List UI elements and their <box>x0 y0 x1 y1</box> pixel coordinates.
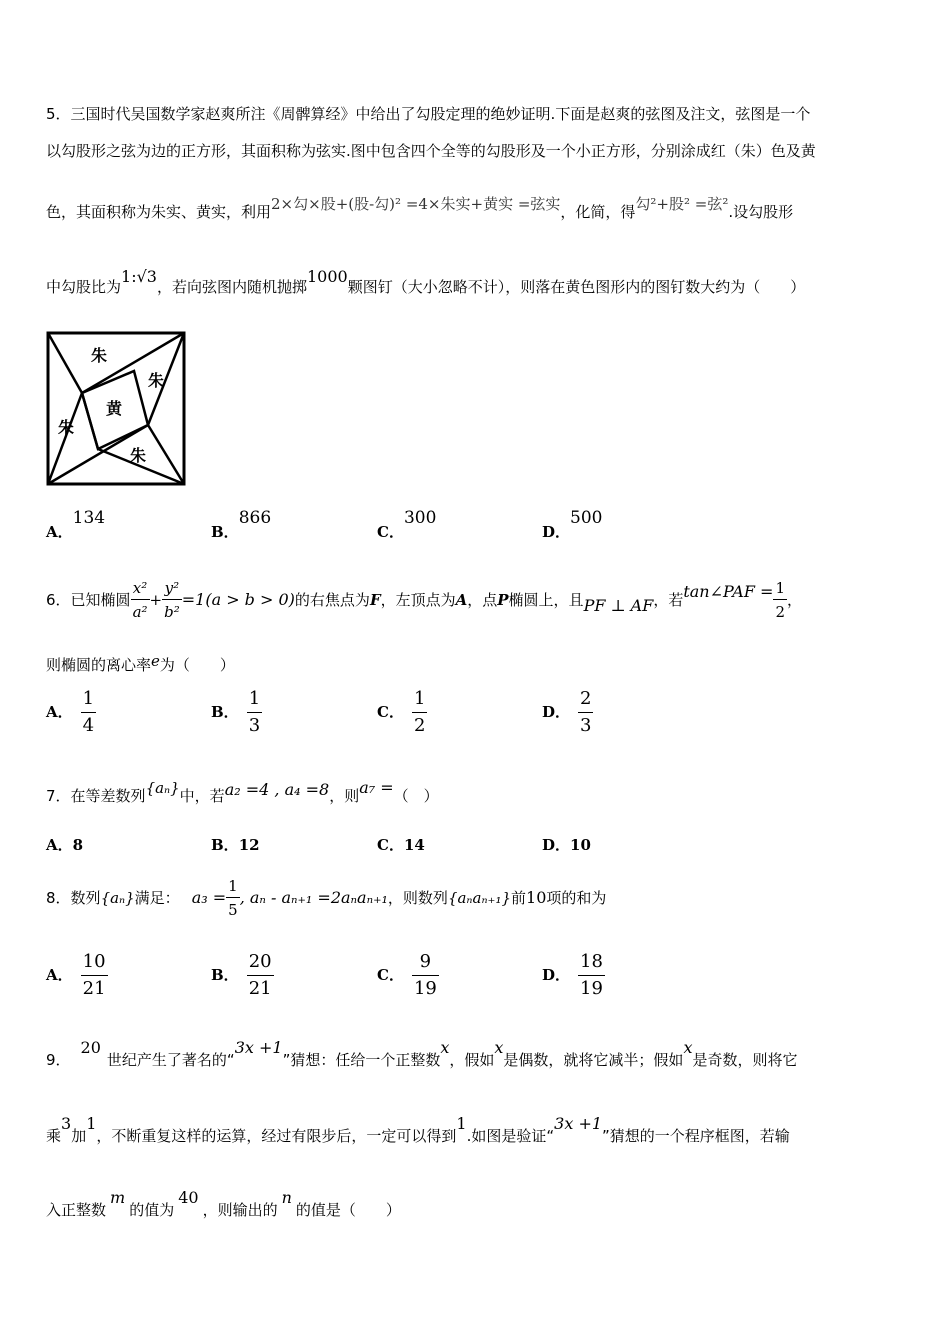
frac-num: 2 <box>578 686 593 713</box>
q9-t4: 是偶数，就将它减半；假如 <box>503 1051 684 1069</box>
q7-text-d: （ ） <box>393 787 439 805</box>
q5-line-3 <box>46 195 794 222</box>
q7-cond: a₂ =4 , a₄ =8 <box>224 780 330 799</box>
option-label: C． <box>377 836 404 854</box>
q7-ask: a₇ = <box>359 778 394 797</box>
q7-option-c[interactable] <box>377 834 425 855</box>
frac-num: 18 <box>578 949 605 976</box>
q5-text-3b: ，化简，得 <box>560 203 636 221</box>
frac-num: 1 <box>81 686 96 713</box>
q5-text-4b: ，若向弦图内随机抛掷 <box>156 278 307 296</box>
q6-option-a[interactable] <box>46 686 96 739</box>
q9-x3: x <box>683 1038 693 1057</box>
frac-num: 1 <box>773 577 787 600</box>
q9-n: n <box>281 1188 292 1207</box>
option-frac <box>247 949 274 1002</box>
q6-line-1 <box>46 570 802 630</box>
option-label: C． <box>377 966 404 984</box>
option-frac <box>412 949 439 1002</box>
var-a: A <box>455 591 468 609</box>
q7-line-1 <box>46 778 439 806</box>
q9-one: 1 <box>86 1114 97 1133</box>
q8-option-c[interactable] <box>377 949 439 1002</box>
q8-text-a: 数列 <box>70 889 101 907</box>
option-label: B． <box>211 523 239 541</box>
q9-expr: 3x +1 <box>234 1038 283 1057</box>
q9-l3d: 的值是（ ） <box>295 1201 401 1219</box>
q7-text-b: 中，若 <box>179 787 225 805</box>
q9-number: 9． <box>46 1051 71 1069</box>
q9-l3b: 的值为 <box>129 1201 175 1219</box>
q6-text-2b: 为（ ） <box>159 656 235 674</box>
q9-line-2 <box>46 1114 790 1146</box>
q6-option-b[interactable] <box>211 686 262 739</box>
option-frac <box>412 686 427 739</box>
q9-expr2: 3x +1 <box>554 1114 603 1133</box>
q9-line-3 <box>46 1188 401 1220</box>
option-value: 8 <box>72 836 84 854</box>
q8-number: 8． <box>46 889 71 907</box>
label-zhu-top: 朱 <box>91 346 108 365</box>
q9-t2: ”猜想：任给一个正整数 <box>282 1051 441 1069</box>
xian-tu-figure <box>46 331 186 486</box>
q6-text-b: 的右焦点为 <box>294 591 370 609</box>
q8-option-b[interactable] <box>211 949 274 1002</box>
frac-den: 2 <box>775 603 785 621</box>
q6-text-c: ，左顶点为 <box>380 591 456 609</box>
frac-num: 1 <box>247 686 262 713</box>
q7-text-c: ，则 <box>329 787 360 805</box>
option-frac <box>81 686 96 739</box>
q7-number: 7． <box>46 787 71 805</box>
frac-num: 1 <box>226 875 240 898</box>
option-label: D． <box>542 523 571 541</box>
option-value: 866 <box>238 508 272 528</box>
option-label: B． <box>211 966 239 984</box>
frac-den: 2 <box>413 715 426 736</box>
q5-option-c[interactable] <box>377 507 437 541</box>
q6-option-c[interactable] <box>377 686 427 739</box>
label-huang-center: 黄 <box>106 399 123 418</box>
q8-text-d: 前 <box>511 889 527 907</box>
option-value: 14 <box>403 836 425 854</box>
option-label: A． <box>46 966 73 984</box>
q6-text-g: ， <box>787 591 803 609</box>
option-label: D． <box>542 966 571 984</box>
q5-count: 1000 <box>306 267 348 286</box>
q6-tan: tan∠PAF = <box>683 582 774 601</box>
option-value: 500 <box>570 508 603 528</box>
q5-formula-2: 勾²+股² =弦² <box>635 195 729 213</box>
q6-text-2a: 则椭圆的离心率 <box>46 656 152 674</box>
q8-option-d[interactable] <box>542 949 605 1002</box>
q8-seq: {aₙ} <box>100 889 135 907</box>
frac-den: 21 <box>248 978 272 999</box>
frac-den: b² <box>164 603 180 621</box>
q6-tan-frac <box>773 577 787 624</box>
frac-den: a² <box>132 603 148 621</box>
q5-text-3c: .设勾股形 <box>728 203 794 221</box>
q9-m: m <box>110 1188 126 1207</box>
option-value: 300 <box>403 508 437 528</box>
option-label: C． <box>377 523 404 541</box>
q6-number: 6． <box>46 591 71 609</box>
q9-l2c: ，不断重复这样的运算，经过有限步后，一定可以得到 <box>96 1127 457 1145</box>
q9-t5: 是奇数，则将它 <box>692 1051 798 1069</box>
q9-one2: 1 <box>456 1114 467 1133</box>
q9-t1: 世纪产生了著名的“ <box>106 1051 235 1069</box>
frac-den: 19 <box>413 978 437 999</box>
var-p: P <box>497 591 509 609</box>
frac-den: 5 <box>228 901 238 919</box>
q5-line-4 <box>46 267 806 297</box>
q9-l2b: 加 <box>71 1127 87 1145</box>
q8-a3-frac <box>226 875 240 922</box>
frac-den: 21 <box>82 978 106 999</box>
frac-num: 20 <box>247 949 274 976</box>
q9-line-1 <box>46 1038 798 1070</box>
q9-three: 3 <box>61 1114 72 1133</box>
q9-forty: 40 <box>178 1188 199 1207</box>
q5-text-4c: 颗图钉（大小忽略不计），则落在黄色图形内的图钉数大约为（ ） <box>347 278 806 296</box>
q8-a3: a₃ = <box>191 888 227 907</box>
q5-formula-1: 2×勾×股+(股-勾)² =4×朱实+黄实 =弦实 <box>271 195 561 213</box>
q5-option-b[interactable] <box>211 507 272 541</box>
option-value: 10 <box>570 836 591 854</box>
q9-l2d: .如图是验证“ <box>466 1127 555 1145</box>
q7-text-a: 在等差数列 <box>70 787 146 805</box>
q7-option-a[interactable] <box>46 834 83 855</box>
q5-text-2: 以勾股形之弦为边的正方形，其面积称为弦实.图中包含四个全等的勾股形及一个小正方形，分别涂成红（朱）色及黄 <box>46 142 816 160</box>
q5-option-a[interactable] <box>46 507 106 541</box>
frac-num: 10 <box>81 949 108 976</box>
option-frac <box>578 686 593 739</box>
q7-seq: {aₙ} <box>145 779 180 797</box>
label-zhu-right: 朱 <box>148 371 165 390</box>
option-label: B． <box>211 836 239 854</box>
q8-text-e: 项的和为 <box>546 889 607 907</box>
option-value: 12 <box>238 836 260 854</box>
q5-text-4a: 中勾股比为 <box>46 278 122 296</box>
q9-x2: x <box>494 1038 504 1057</box>
plus-sign: + <box>149 591 163 609</box>
q8-text-b: 满足： <box>134 889 180 907</box>
q6-text-a: 已知椭圆 <box>70 591 131 609</box>
q8-text-c: ，则数列 <box>387 889 448 907</box>
option-frac <box>81 949 108 1002</box>
frac-num: y² <box>162 577 182 600</box>
q9-l3a: 入正整数 <box>46 1201 107 1219</box>
q5-line-2 <box>46 141 816 161</box>
frac-num: x² <box>131 577 150 600</box>
q8-option-a[interactable] <box>46 949 108 1002</box>
frac-num: 1 <box>412 686 427 713</box>
q6-text-e: 椭圆上，且 <box>508 591 584 609</box>
q6-perp: PF ⊥ AF <box>583 596 654 615</box>
q5-line-1 <box>46 104 810 124</box>
q9-x1: x <box>440 1038 450 1057</box>
q9-l2e: ”猜想的一个程序框图，若输 <box>602 1127 790 1145</box>
q9-l3c: ，则输出的 <box>202 1201 278 1219</box>
q9-t3: ，假如 <box>449 1051 495 1069</box>
frac-num: 9 <box>412 949 439 976</box>
q8-line-1 <box>46 868 606 928</box>
q5-option-d[interactable] <box>542 507 603 541</box>
q6-text-f: ，若 <box>653 591 684 609</box>
q8-seq2: {aₙaₙ₊₁} <box>447 889 511 907</box>
q5-ratio: 1:√3 <box>121 267 157 286</box>
q6-option-d[interactable] <box>542 686 593 739</box>
q6-eq-rhs: =1(a > b > 0) <box>181 590 295 609</box>
q6-eq-x-frac <box>131 577 150 624</box>
q6-eq-y-frac <box>162 577 182 624</box>
q7-option-b[interactable] <box>211 834 260 855</box>
q5-text-1: 三国时代吴国数学家赵爽所注《周髀算经》中给出了勾股定理的绝妙证明.下面是赵爽的弦图及注文，弦图是一个 <box>70 105 811 123</box>
q6-text-d: ，点 <box>467 591 498 609</box>
option-value: 134 <box>72 508 106 528</box>
q8-rel: , aₙ - aₙ₊₁ =2aₙaₙ₊₁ <box>239 888 388 907</box>
option-label: D． <box>542 703 571 721</box>
frac-den: 4 <box>82 715 95 736</box>
q6-line-2 <box>46 652 235 675</box>
q8-ten: 10 <box>526 888 547 907</box>
option-label: A． <box>46 703 73 721</box>
frac-den: 3 <box>580 715 592 736</box>
var-f: F <box>369 591 381 609</box>
frac-den: 3 <box>248 715 261 736</box>
option-frac <box>578 949 605 1002</box>
q5-number: 5． <box>46 105 71 123</box>
q7-option-d[interactable] <box>542 834 591 855</box>
option-label: B． <box>211 703 239 721</box>
option-label: A． <box>46 523 73 541</box>
q9-century: 20 <box>80 1038 101 1057</box>
option-frac <box>247 686 262 739</box>
option-label: D． <box>542 836 571 854</box>
frac-den: 19 <box>580 978 603 999</box>
option-label: A． <box>46 836 73 854</box>
option-label: C． <box>377 703 404 721</box>
q9-l2a: 乘 <box>46 1127 62 1145</box>
label-zhu-bottom: 朱 <box>130 446 147 465</box>
var-e: e <box>151 652 160 670</box>
label-zhu-left: 朱 <box>58 418 75 437</box>
q5-text-3a: 色，其面积称为朱实、黄实，利用 <box>46 203 272 221</box>
